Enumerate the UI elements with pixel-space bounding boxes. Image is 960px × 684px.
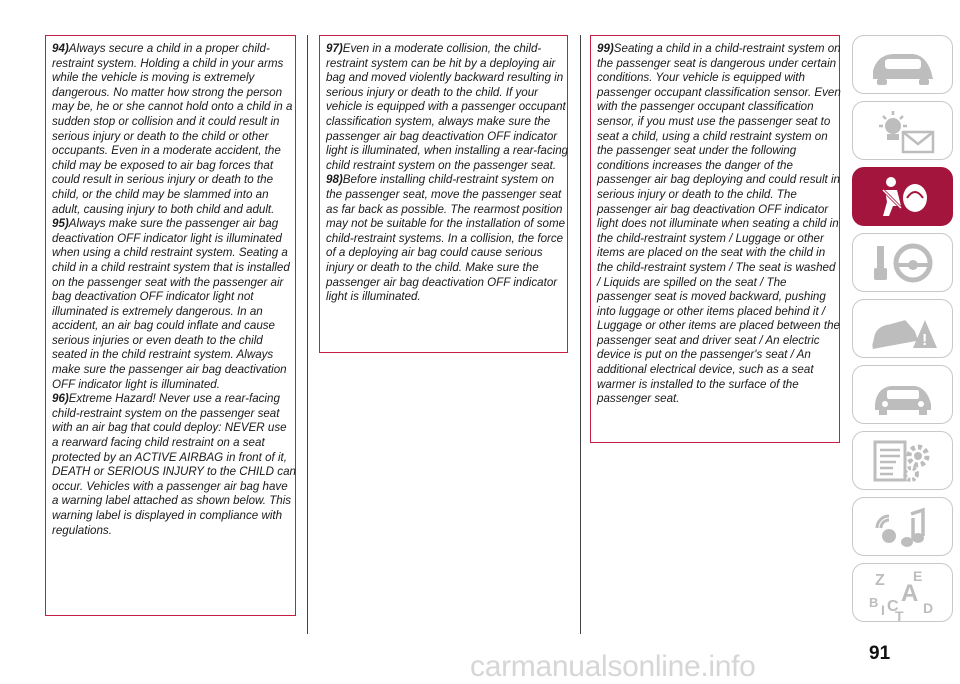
tab-multimedia[interactable] [852,497,953,556]
index-letter: Z [874,571,885,589]
multimedia-icon [863,502,943,552]
specifications-gear-icon [863,436,943,486]
warning-97 [326,42,569,173]
index-letter: I [880,601,885,618]
tab-dashboard[interactable] [852,35,953,94]
tab-safety[interactable] [852,167,953,226]
index-letter: A [900,579,918,607]
index-letter: T [894,607,904,621]
tab-emergency[interactable] [852,299,953,358]
warning-96 [52,392,296,538]
svg-text:!: ! [921,331,927,349]
warning-box-col1 [45,35,296,616]
warning-body: Extreme Hazard! Never use a rear-facing child-restraint system on the passenger seat with an air bag that could deploy: NEVER use a rearward facing child restraint on a seat protected by an ACTIVE AIRBAG in front of it, DEATH or SERIOUS INJURY to the CHILD can occur. Vehicles with a passenger air bag have a warning label attached as shown below. This warning label is displayed in compliance with regulations. [52,392,296,537]
warning-number: 97) [326,42,343,55]
index-letter: D [922,599,933,616]
watermark: carmanualsonline.info [470,650,756,683]
warning-number: 98) [326,173,343,187]
tab-starting-driving[interactable] [852,233,953,292]
warning-box-col3 [590,35,840,443]
index-letter: E [912,567,922,584]
column-divider-2 [580,35,581,634]
warning-box-col2 [319,35,568,353]
warning-text-col1 [52,42,296,538]
warning-number: 95) [52,217,69,231]
warning-body: Always secure a child in a proper child-restraint system. Holding a child in your arms while the vehicle is moving is extremely dangerous. No matter how strong the person may be, he or she cannot hold onto a child in a sudden stop or collision and it could result in serious injury or death to the child or other occupants. Even in a moderate accident, the child may be exposed to air bag forces that could result in serious injury or death to the child, or the child may be slammed into an adult, causing injury to both child and adult. [52,42,293,216]
warning-light-message-icon [863,106,943,156]
warning-body: Always make sure the passenger air bag deactivation OFF indicator light is illuminated when using a child restraint system. Seating a child in a child restraint system that is installed on the passenger seat with the passenger air bag deactivation OFF indicator light not illuminated is extremely dangerous. In an accident, an air bag could inflate and cause serious injuries or even death to the child seated in the child restraint system. Always make sure the passenger air bag deactivation OFF indicator light is illuminated. [52,217,290,391]
tab-index[interactable] [852,563,953,622]
warning-95 [52,217,296,392]
key-steering-wheel-icon [863,238,943,288]
tab-warning-lights[interactable] [852,101,953,160]
warning-number: 94) [52,42,69,55]
warning-body: Even in a moderate collision, the child-restraint system can be hit by a deploying air bag and moved violently backward resulting in serious injury or death to the child. If your vehicle is equipped with a passenger occupant classification system, always make sure the passenger air bag deactivation OFF indicator light is illuminated, when installing a rear-facing child restraint system on the passenger seat. [326,42,569,172]
tab-technical-specs[interactable] [852,431,953,490]
car-dashboard-icon [863,41,943,89]
breakdown-car-icon [863,304,943,354]
alphabetical-index-icon [863,565,943,621]
airbag-safety-icon [863,172,943,222]
warning-body: Seating a child in a child-restraint system on the passenger seat is dangerous under certain conditions. Your vehicle is equipped with passenger occupant classification sensor. Even with the passenger occupant classification sensor, if you must use the passenger seat to seat a child, using a child restraint system on the passenger seat under the following conditions increases the danger of the passenger air bag deploying and could result in serious injury or death to the child. The passenger air bag deactivation OFF indicator light does not illuminate when seating a child in the child-restraint system / Luggage or other items are placed on the seat with the child in the child-restraint system / The seat is washed / Liquids are spilled on the seat / The passenger seat is moved backward, pushing into luggage or other items placed behind it / Luggage or other items are placed between the passenger seat and driver seat / An electric device is put on the passenger's seat / An additional electrical device, such as a seat warmer is installed to the surface of the passenger seat. [597,42,841,406]
warning-98 [326,173,569,304]
warning-99 [597,42,841,407]
warning-94 [52,42,296,217]
page-number: 91 [869,643,891,664]
index-letter: C [886,597,899,615]
warning-text-col2 [326,42,569,305]
tab-maintenance[interactable] [852,365,953,424]
car-maintenance-icon [863,370,943,420]
warning-number: 99) [597,42,614,55]
column-divider-1 [307,35,308,634]
warning-number: 96) [52,392,69,406]
warning-body: Before installing child-restraint system on the passenger seat, move the passenger seat as far back as possible. The rearmost position may not be suitable for the installation of some child-restraint systems. In a collision, the force of a deploying air bag could cause serious injury or death to the child. Make sure the passenger air bag deactivation OFF indicator light is illuminated. [326,173,566,304]
warning-text-col3 [597,42,841,407]
index-letter: B [868,594,878,610]
